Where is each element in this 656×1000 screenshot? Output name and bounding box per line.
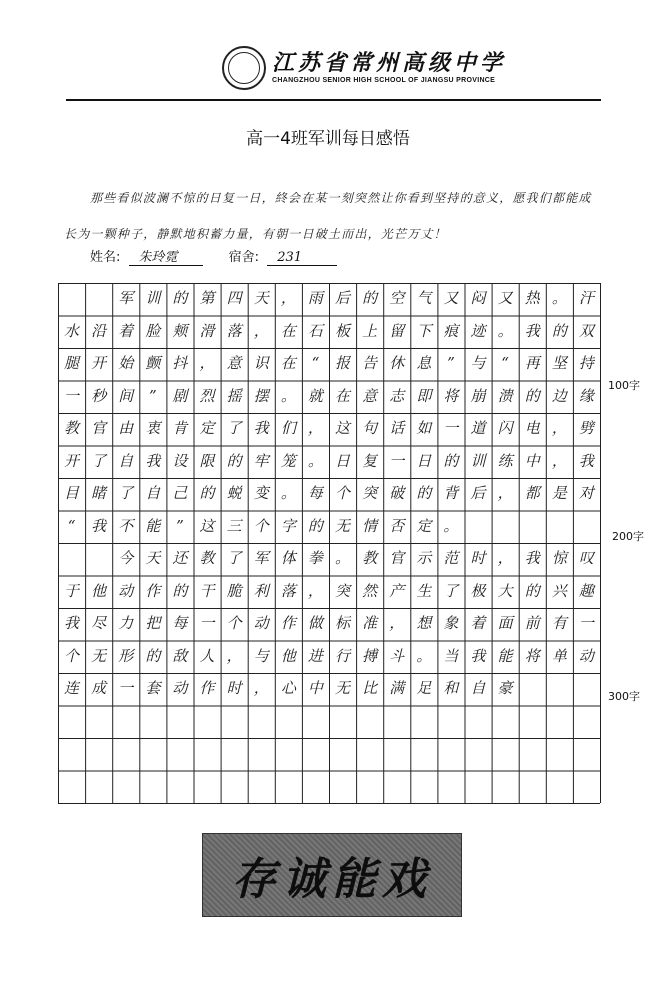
grid-char: 即	[416, 386, 432, 405]
marker-200: 200字	[612, 530, 644, 543]
grid-char: 识	[253, 354, 269, 372]
grid-char: 了	[443, 581, 459, 600]
grid-char: 天	[253, 289, 269, 307]
grid-char: 句	[362, 419, 378, 437]
grid-char: 。	[280, 484, 296, 502]
grid-char: 与	[470, 354, 486, 372]
grid-char: 我	[145, 451, 161, 470]
grid-char: 单	[551, 646, 567, 665]
grid-char: 生	[416, 581, 432, 600]
grid-char: 今	[118, 549, 134, 567]
grid-char: 作	[280, 614, 296, 632]
grid-char: 的	[172, 581, 188, 600]
grid-char: 的	[226, 451, 242, 470]
grid-char: 成	[91, 679, 107, 697]
grid-char: ”	[176, 516, 184, 535]
grid-char: 象	[443, 614, 459, 632]
grid-char: 间	[118, 386, 134, 405]
grid-char: 颤	[145, 354, 161, 372]
grid-char: 痕	[443, 321, 459, 340]
marker-100: 100字	[608, 379, 640, 392]
grid-char: 个	[253, 516, 269, 535]
grid-char: 空	[389, 289, 405, 307]
grid-char: ，	[280, 289, 296, 307]
grid-char: 告	[362, 354, 378, 372]
grid-char: 。	[335, 549, 351, 567]
grid-char: 报	[335, 354, 351, 372]
grid-char: 时	[470, 549, 486, 567]
grid-char: 。	[280, 386, 296, 405]
school-header	[0, 46, 656, 106]
grid-char: 时	[226, 679, 242, 697]
grid-char: 崩	[470, 386, 486, 405]
grid-char: 道	[470, 419, 486, 437]
grid-char: ，	[199, 354, 215, 372]
grid-char: 于	[64, 581, 80, 600]
grid-char: 力	[118, 614, 134, 632]
grid-char: 开	[91, 354, 107, 372]
grid-char: 了	[226, 419, 242, 437]
grid-char: 不	[118, 516, 134, 535]
grid-char: 开	[64, 451, 80, 470]
grid-char: 每	[172, 614, 188, 632]
grid-char: 还	[172, 549, 188, 567]
grid-char: 气	[416, 289, 432, 307]
grid-char: 个	[64, 646, 80, 665]
grid-char: 极	[470, 581, 486, 600]
grid-char: 斗	[389, 646, 405, 665]
grid-char: 滑	[199, 321, 215, 340]
grid-char: 一	[118, 679, 134, 697]
grid-char: 当	[443, 646, 459, 665]
grid-char: ，	[551, 451, 567, 470]
grid-char: 的	[551, 321, 567, 340]
grid-char: 劈	[578, 419, 594, 437]
grid-char: 教	[64, 419, 80, 437]
grid-char: 将	[524, 646, 540, 665]
grid-char: 突	[362, 484, 378, 502]
grid-char: 动	[118, 581, 134, 600]
grid-char: 的	[524, 581, 540, 600]
grid-char: “	[501, 354, 509, 372]
grid-char: 再	[524, 354, 540, 372]
grid-char: 迹	[470, 321, 486, 340]
grid-char: 搏	[362, 646, 378, 665]
grid-char: 自	[470, 679, 486, 697]
grid-char: 干	[199, 581, 215, 600]
grid-char: 闪	[497, 419, 513, 437]
grid-char: 标	[335, 614, 351, 632]
grid-char: 心	[280, 679, 296, 697]
grid-char: 腿	[64, 354, 80, 372]
grid-char: 一	[389, 451, 405, 470]
grid-char: 睹	[91, 484, 107, 502]
grid-char: 日	[335, 451, 351, 470]
grid-char: 双	[578, 321, 594, 340]
grid-char: 我	[578, 451, 594, 470]
name-value: 朱玲霓	[129, 246, 203, 266]
grid-char: 了	[226, 549, 242, 567]
grid-char: 边	[551, 386, 567, 405]
grid-char: 。	[443, 516, 459, 535]
grid-char: 对	[578, 484, 594, 502]
grid-char: 我	[253, 419, 269, 437]
grid-char: 笼	[280, 451, 296, 470]
grid-char: 字	[280, 516, 296, 535]
grid-char: 又	[497, 289, 513, 307]
grid-char: 就	[307, 386, 323, 405]
grid-char: 想	[416, 614, 432, 632]
grid-char: 形	[118, 646, 134, 665]
grid-char: 无	[91, 646, 107, 665]
grid-char: 人	[199, 646, 215, 665]
grid-char: 上	[362, 321, 378, 340]
grid-char: 与	[253, 646, 269, 665]
grid-char: 和	[443, 679, 459, 697]
grid-char: 训	[470, 451, 486, 470]
grid-char: 衷	[145, 419, 161, 437]
seal-text: 存诚能戏	[232, 854, 432, 905]
grid-char: 官	[389, 549, 405, 567]
grid-char: 准	[362, 614, 378, 632]
grid-char: “	[67, 516, 76, 535]
grid-char: 我	[524, 321, 540, 340]
grid-char: 兴	[551, 581, 567, 600]
grid-char: 后	[335, 289, 351, 307]
grid-char: 能	[145, 516, 161, 535]
grid-char: 日	[416, 451, 432, 470]
grid-char: 这	[335, 419, 351, 437]
grid-char: 的	[416, 484, 432, 502]
grid-char: 第	[199, 289, 215, 307]
grid-char: 定	[199, 419, 215, 437]
grid-char: 溃	[497, 386, 513, 405]
grid-char: 缘	[578, 386, 594, 405]
grid-char: 拳	[307, 549, 323, 567]
grid-char: 有	[551, 614, 567, 632]
grid-char: 了	[118, 484, 134, 502]
grid-char: 的	[362, 289, 378, 307]
marker-300: 300字	[608, 690, 640, 703]
grid-char: 天	[145, 549, 161, 567]
grid-char: 比	[362, 679, 378, 697]
grid-char: 休	[389, 354, 405, 372]
grid-char: 。	[497, 321, 513, 340]
grid-char: 脸	[145, 321, 161, 340]
grid-char: 汗	[578, 289, 594, 307]
grid-char: 意	[226, 354, 242, 372]
grid-char: 体	[280, 549, 296, 567]
grid-char: ，	[497, 549, 513, 567]
grid-char: 然	[362, 581, 378, 600]
grid-char: 每	[307, 484, 323, 502]
student-info	[90, 246, 337, 266]
grid-char: 进	[307, 646, 323, 665]
grid-char: 敌	[172, 646, 188, 665]
grid-char: 雨	[307, 289, 323, 307]
grid-char: 抖	[172, 354, 188, 372]
grid-char: 始	[118, 354, 134, 372]
grid-char: 着	[118, 321, 134, 340]
grid-char: “	[311, 354, 320, 372]
school-logo-icon	[222, 46, 266, 90]
grid-char: 叹	[578, 549, 594, 567]
grid-char: 产	[389, 581, 405, 600]
grid-char: ，	[307, 581, 323, 600]
grid-char: 摇	[226, 386, 242, 405]
grid-char: 落	[226, 321, 242, 340]
grid-char: 。	[551, 289, 567, 307]
grid-char: 闷	[470, 289, 486, 307]
grid-char: 情	[362, 516, 378, 535]
grid-char: 后	[470, 484, 486, 502]
grid-char: 都	[524, 484, 540, 502]
grid-char: 复	[362, 451, 378, 470]
page-title: 高一4班军训每日感悟	[246, 129, 410, 149]
grid-char: 我	[91, 516, 107, 535]
grid-char: 又	[443, 289, 459, 307]
grid-char: 足	[416, 679, 432, 697]
grid-char: 们	[280, 419, 296, 437]
grid-char: 他	[280, 646, 296, 665]
grid-char: 三	[226, 516, 242, 535]
header-divider	[66, 99, 601, 101]
grid-char: 落	[280, 581, 296, 600]
grid-char: 四	[226, 289, 242, 307]
grid-char: 我	[524, 549, 540, 567]
grid-char: 连	[64, 679, 80, 697]
grid-char: 行	[335, 646, 351, 665]
grid-char: 利	[253, 581, 269, 600]
grid-char: 剧	[172, 386, 188, 405]
grid-char: ，	[389, 614, 405, 632]
grid-char: 的	[307, 516, 323, 535]
grid-char: 水	[64, 321, 80, 340]
grid-char: 意	[362, 386, 378, 405]
grid-char: 一	[443, 419, 459, 437]
grid-char: 摆	[253, 386, 269, 405]
grid-char: 突	[335, 581, 351, 600]
calligraphy-seal	[202, 833, 462, 917]
grid-char: 沿	[91, 321, 107, 340]
grid-char: 我	[64, 614, 80, 632]
grid-char: 作	[145, 581, 161, 600]
grid-char: 无	[335, 516, 351, 535]
school-name-en: CHANGZHOU SENIOR HIGH SCHOOL OF JIANGSU PROVINCE	[272, 77, 496, 84]
grid-char: 自	[145, 484, 161, 502]
grid-char: 牢	[253, 451, 269, 470]
grid-char: 中	[307, 679, 323, 697]
grid-char: 个	[335, 484, 351, 502]
grid-char: 息	[416, 354, 432, 372]
grid-char: 目	[64, 484, 80, 502]
grid-char: 动	[253, 614, 269, 632]
grid-char: 持	[578, 354, 594, 372]
grid-char: 作	[199, 679, 215, 697]
grid-char: 由	[118, 419, 134, 437]
dorm-label: 宿舍:	[228, 250, 260, 265]
grid-char: 套	[145, 679, 161, 697]
grid-char: 一	[199, 614, 215, 632]
grid-char: 。	[307, 451, 323, 470]
grid-char: 热	[524, 289, 540, 307]
grid-char: 电	[524, 419, 540, 437]
grid-char: 变	[253, 484, 269, 502]
grid-char: 他	[91, 581, 107, 600]
grid-char: 动	[578, 646, 594, 665]
grid-char: 志	[389, 386, 405, 405]
grid-char: 如	[416, 419, 432, 437]
grid-char: 范	[443, 549, 459, 567]
intro-paragraph: 那些看似波澜不惊的日复一日，終会在某一刻突然让你看到坚持的意义，愿我们都能成长为一颗种子，静默地积蓄力量，有朝一日破土而出，光芒万丈！	[64, 191, 592, 241]
grid-char: 了	[91, 451, 107, 470]
grid-char: 无	[335, 679, 351, 697]
grid-char: ，	[307, 419, 323, 437]
grid-char: 军	[253, 549, 269, 567]
grid-char: ，	[497, 484, 513, 502]
grid-char: ，	[226, 646, 242, 665]
grid-char: 个	[226, 614, 242, 632]
grid-char: 设	[172, 451, 188, 470]
grid-char: 自	[118, 451, 134, 470]
grid-char: 板	[335, 321, 351, 340]
grid-char: 在	[280, 321, 296, 340]
grid-char: 教	[199, 549, 215, 567]
grid-char: 的	[145, 646, 161, 665]
grid-char: 颊	[172, 321, 188, 340]
grid-char: 中	[524, 451, 540, 470]
grid-char: 一	[64, 386, 80, 405]
grid-char: 脆	[226, 581, 242, 600]
grid-char: 前	[524, 614, 540, 632]
grid-char: 动	[172, 679, 188, 697]
grid-char: 肯	[172, 419, 188, 437]
grid-char: 在	[335, 386, 351, 405]
grid-char: 的	[524, 386, 540, 405]
grid-char: 破	[389, 484, 405, 502]
grid-char: 教	[362, 549, 378, 567]
grid-char: 蜕	[226, 484, 242, 502]
grid-char: ，	[253, 679, 269, 697]
grid-char: 尽	[91, 614, 107, 632]
grid-char: 豪	[497, 679, 513, 697]
grid-char: 这	[199, 516, 215, 535]
grid-char: 能	[497, 646, 513, 665]
grid-char: 己	[172, 484, 188, 502]
grid-char: 示	[416, 549, 432, 567]
grid-char: 趣	[578, 581, 594, 600]
grid-char: 留	[389, 321, 405, 340]
grid-char: 惊	[551, 549, 567, 567]
name-label: 姓名:	[90, 250, 121, 265]
grid-char: 官	[91, 419, 107, 437]
grid-char: 坚	[551, 354, 567, 372]
grid-char: 一	[578, 614, 594, 632]
grid-char: 话	[389, 419, 405, 437]
grid-char: ”	[447, 354, 455, 372]
grid-char: 满	[389, 679, 405, 697]
grid-char: 的	[172, 289, 188, 307]
grid-char: 面	[497, 614, 513, 632]
grid-char: 训	[145, 289, 161, 307]
dorm-value: 231	[267, 250, 337, 266]
grid-char: 烈	[199, 386, 215, 405]
grid-char: ”	[149, 386, 157, 405]
grid-char: 做	[307, 614, 323, 632]
grid-char: 将	[443, 386, 459, 405]
grid-char: 的	[199, 484, 215, 502]
grid-char: 限	[199, 451, 215, 470]
grid-char: 定	[416, 516, 432, 535]
grid-char: 大	[497, 581, 513, 600]
grid-char: 石	[307, 321, 323, 340]
grid-char: 是	[551, 484, 567, 502]
grid-char: 否	[389, 516, 405, 535]
grid-char: ，	[253, 321, 269, 340]
grid-char: 的	[443, 451, 459, 470]
grid-char: 军	[118, 289, 134, 307]
grid-char: 。	[416, 646, 432, 665]
grid-char: 背	[443, 484, 459, 502]
grid-char: ，	[551, 419, 567, 437]
grid-char: 着	[470, 614, 486, 632]
grid-char: 把	[145, 614, 161, 632]
grid-char: 我	[470, 646, 486, 665]
school-name: 江苏省常州高级中学	[272, 50, 507, 76]
grid-char: 秒	[91, 386, 107, 405]
grid-char: 在	[280, 354, 296, 372]
grid-char: 下	[416, 321, 432, 340]
grid-char: 练	[497, 451, 513, 470]
